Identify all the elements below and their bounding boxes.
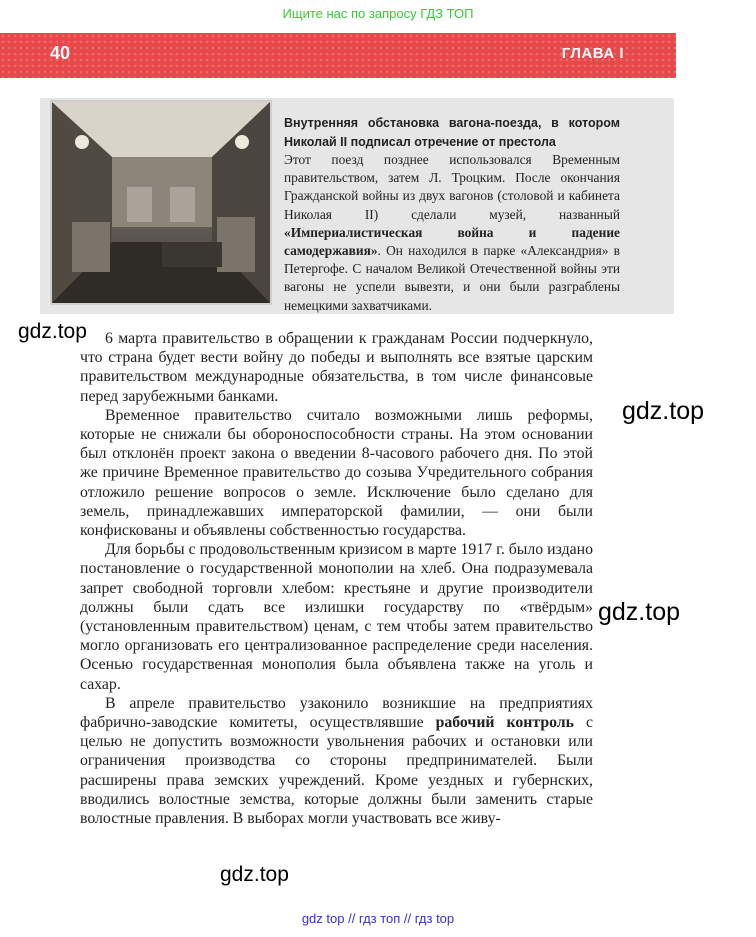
paragraph: 6 марта правительство в обращении к гражданам России подчеркнуло, что страна будет вести войну до победы и выполнять все взятые царским правительством международные обязательства, в том числе финансовые перед зарубежными банками. <box>80 330 593 405</box>
page-header-band <box>0 33 676 78</box>
paragraph: Временное правительство считало возможными лишь реформы, которые не снижали бы обороноспособности страны. На этом основании был отклонён проект закона о введении 8-часового рабочего дня. По этой же причине Временное правительство до созыва Учредительного собрания отложило решение вопросов о земле. Исключение было сделано для земель, принадлежавших императорской фамилии, — они были конфискованы и объявлены собственностью государства. <box>80 406 593 540</box>
watermark: gdz.top <box>18 320 87 343</box>
watermark: gdz.top <box>622 397 705 425</box>
watermark: gdz.top <box>598 598 681 626</box>
watermark: gdz.top <box>220 863 289 886</box>
caption-text: Этот поезд позднее использовался Временным правительством, затем Л. Троцким. После окончания Гражданской войны из двух вагонов (столовой и кабинета Николая II) сделали музей, названный «Империалистическая война и падение самодержавия». Он находился в парке «Александрия» в Петергофе. С началом Великой Отечественной войны эти вагоны не успели вывезти, и они были разграблены немецкими захватчиками. <box>284 152 620 313</box>
main-text <box>80 329 593 828</box>
chapter-label: ГЛАВА I <box>561 45 624 62</box>
caption-title: Внутренняя обстановка вагона-поезда, в котором Николай II подписал отречение от престола <box>284 116 620 149</box>
train-interior-photo <box>50 100 272 305</box>
paragraph: Для борьбы с продовольственным кризисом в марте 1917 г. было издано постановление о государственной монополии на хлеб. Она подразумевала запрет свободной торговли хлебом: крестьяне и другие производители должны были сдать все излишки государству по «твёрдым» (установленным правительством) ценам, с тем чтобы затем правительство могло организовать его централизованное распределение среди населения. Осенью государственная монополия была объявлена также на уголь и сахар. <box>80 541 593 693</box>
page-number: 40 <box>50 43 71 63</box>
top-search-link[interactable]: Ищите нас по запросу ГДЗ ТОП <box>282 6 474 21</box>
paragraph: В апреле правительство узаконило возникшие на предприятиях фабрично-заводские комитеты, осуществлявшие рабочий контроль с целью не допустить возможности увольнения рабочих и остановки или ограничения производства со стороны предпринимателей. Были расширены права земских учреждений. Кроме уездных и губернских, вводились волостные земства, которые должны были заменить старые волостные правления. В выборах могли участвовать все живу- <box>80 694 593 828</box>
footer-links[interactable]: gdz top // гдз топ // гдз top <box>301 911 455 926</box>
